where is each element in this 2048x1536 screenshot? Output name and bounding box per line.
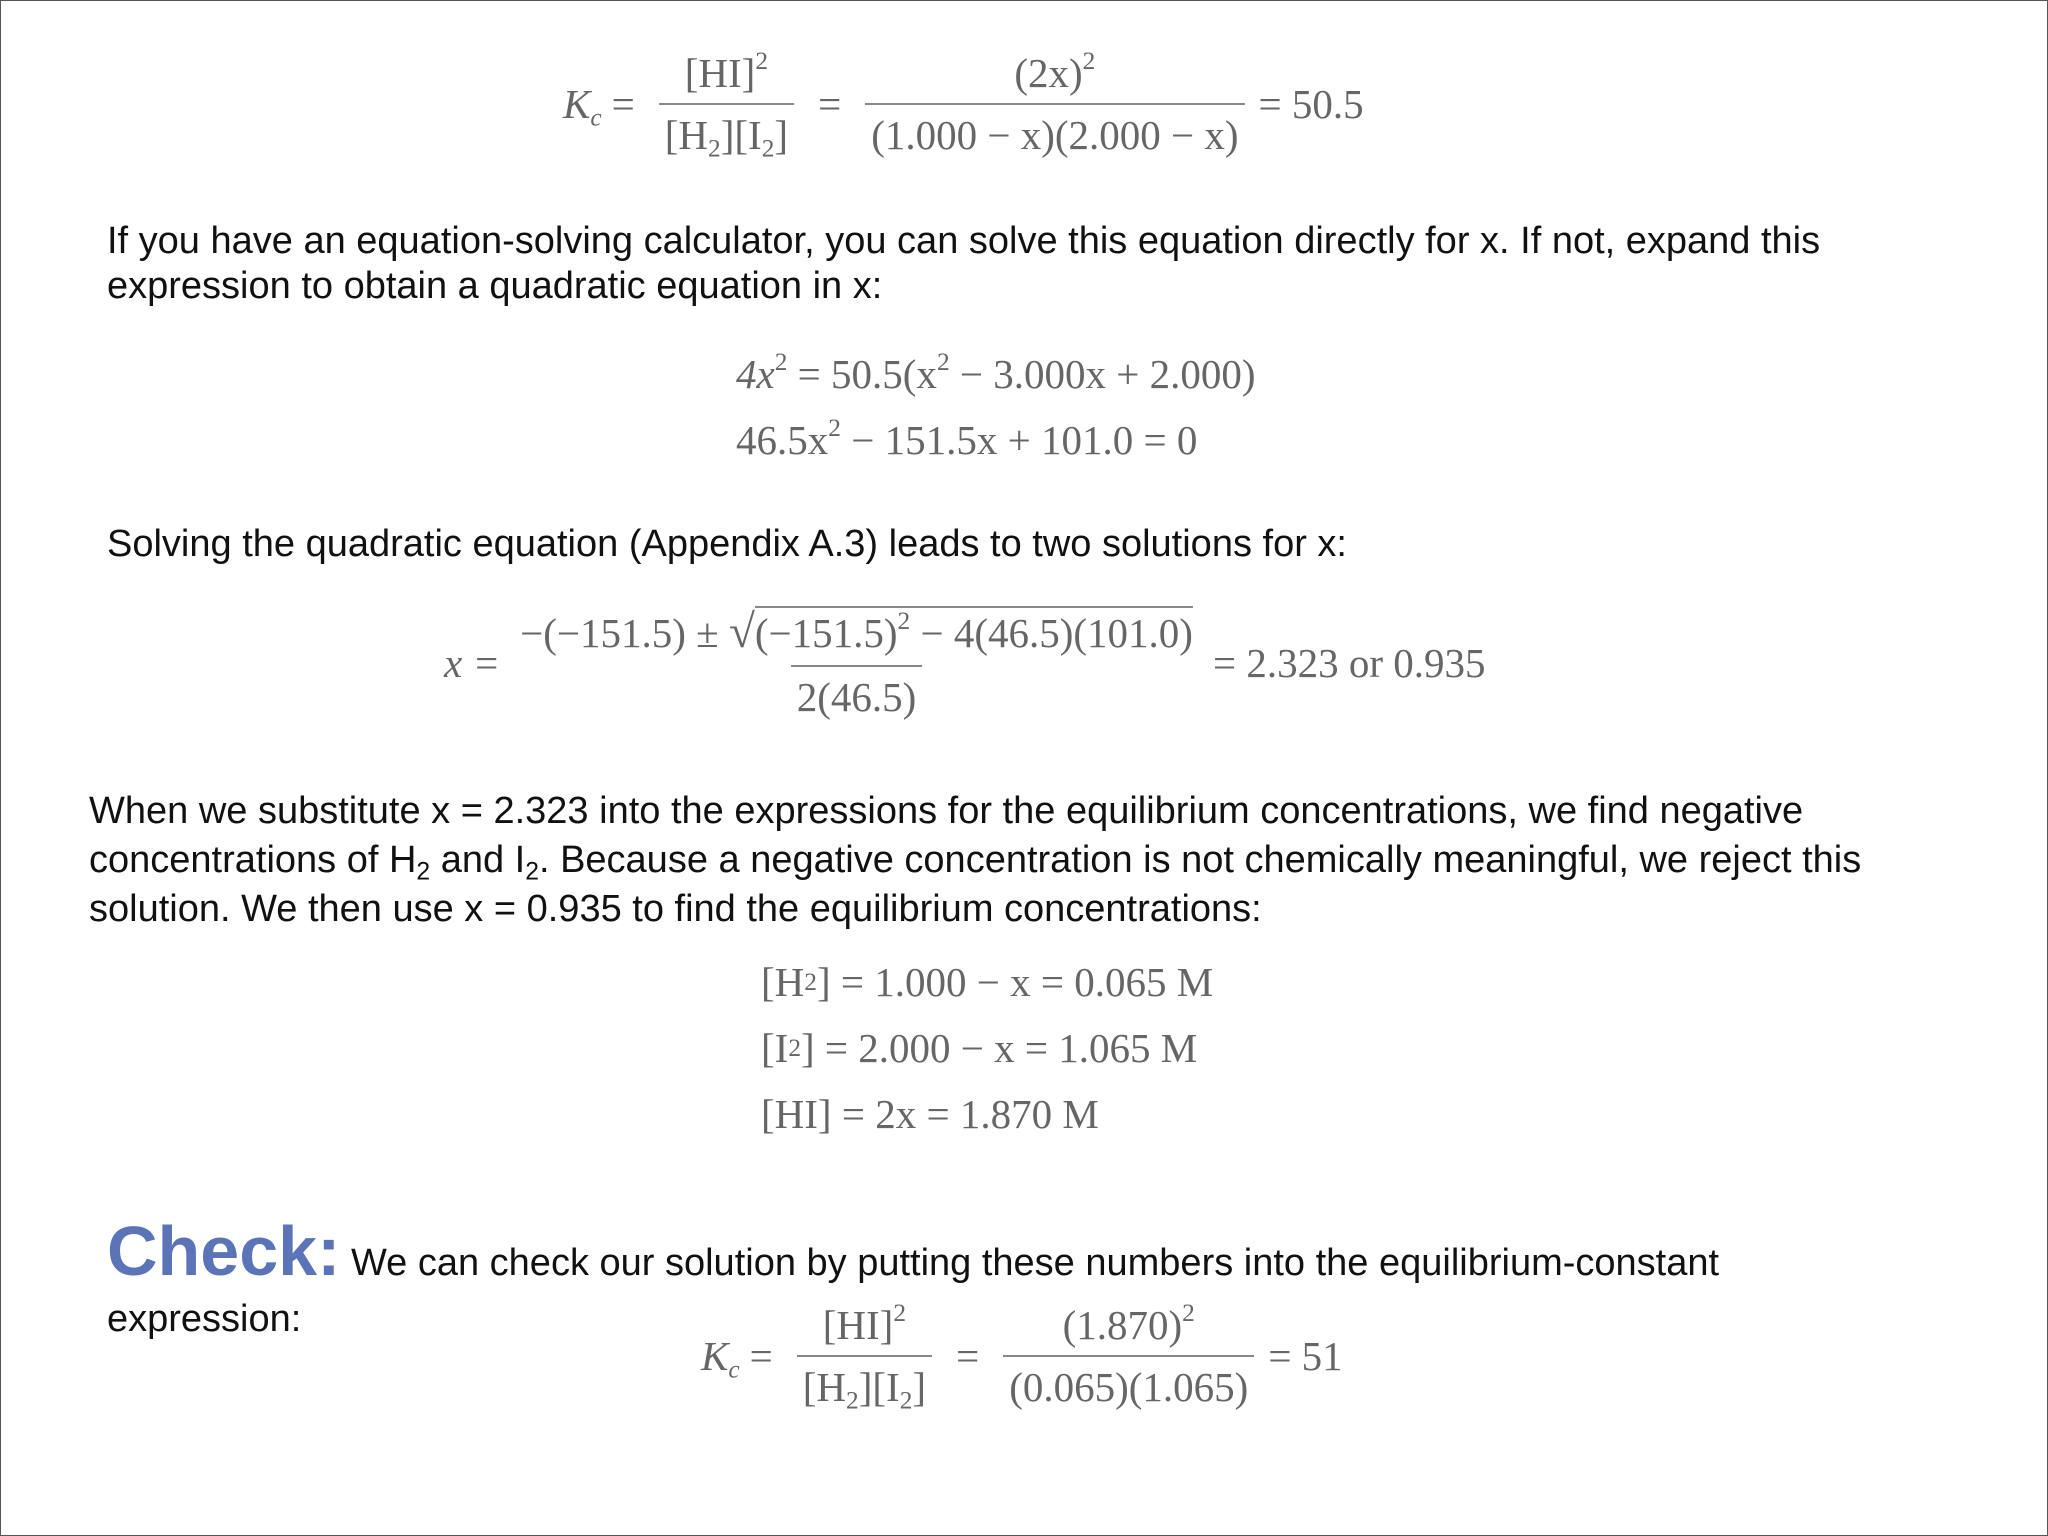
- sqrt-symbol: √: [728, 606, 755, 658]
- expansion-line-2: $46.5x^2 - 151.5x + 101.0 = 0$: [736, 414, 1198, 463]
- kc-result: = 50.5: [1258, 81, 1364, 127]
- check-paragraph: Check: We can check our solution by putting these numbers into the equilibrium-constant expression:: [107, 1212, 1720, 1340]
- kc-check-symbol: $K_c$: [701, 1333, 740, 1384]
- check-fraction-ratio: $\frac{[HI]^2}{[H_2][I_2]}$: [797, 1301, 932, 1411]
- check-equation: $K_c$ = $\frac{[HI]^2}{[H_2][I_2]}$ = $\frac{(1.870)^2}{(0.065)(1.065)}$ = 51: [701, 1299, 1343, 1415]
- check-fraction-values: $\frac{(1.870)^2}{(0.065)(1.065)}$: [1003, 1301, 1254, 1411]
- check-heading: Check:: [107, 1212, 341, 1290]
- paragraph-expand: If you have an equation-solving calculator, you can solve this equation directly for x. If not, expand this expression to obtain a quadratic equation in x:: [107, 220, 1821, 307]
- expansion-line-1: $4x^2 = 50.5(x^2 - 3.000x + 2.000)$: [736, 348, 1256, 397]
- concentration-hi: [HI] = 2x = 1.870 M: [761, 1091, 1099, 1137]
- quadratic-expansion: [736, 341, 1256, 473]
- kc-fraction-ratio: $\frac{[HI]^2}{[H_2][I_2]}$: [659, 49, 794, 159]
- paragraph-solving: Solving the quadratic equation (Appendix A.3) leads to two solutions for x:: [107, 523, 1347, 565]
- kc-fraction-x: $\frac{(2x)^2}{(1.000 - x)(2.000 - x)}$: [865, 49, 1244, 159]
- check-result: = 51: [1268, 1333, 1343, 1379]
- kc-equation: $K_c$ = $\frac{[HI]^2}{[H_2][I_2]}$ = $\frac{(2x)^2}{(1.000 - x)(2.000 - x)}$ = 50.5: [563, 47, 1364, 163]
- quadratic-fraction: $\frac{-(-151.5) \pm √(-151.5)^2 - 4(46.5)(101.0)}{2(46.5)}$: [520, 606, 1193, 720]
- kc-symbol: $K_c$: [563, 81, 602, 132]
- quadratic-solution: x = $\frac{-(-151.5) \pm √(-151.5)^2 - 4(46.5)(101.0)}{2(46.5)}$ = 2.323 or 0.935: [444, 606, 1486, 720]
- concentration-i2: [I 2 ] = 2.000 − x = 1.065 M: [761, 1025, 1198, 1071]
- concentration-h2: [H 2 ] = 1.000 − x = 0.065 M: [761, 959, 1214, 1005]
- equilibrium-concentrations: [761, 949, 1213, 1147]
- paragraph-substitute: When we substitute x = 2.323 into the expressions for the equilibrium concentrations, we find negative concentrations of $H_2$ and $I_2$. Because a negative concentration is not chemically meaningful, we reject this solution. We then use x = 0.935 to find the equilibrium concentrations:: [89, 790, 1862, 930]
- quadratic-result: = 2.323 or 0.935: [1212, 640, 1486, 686]
